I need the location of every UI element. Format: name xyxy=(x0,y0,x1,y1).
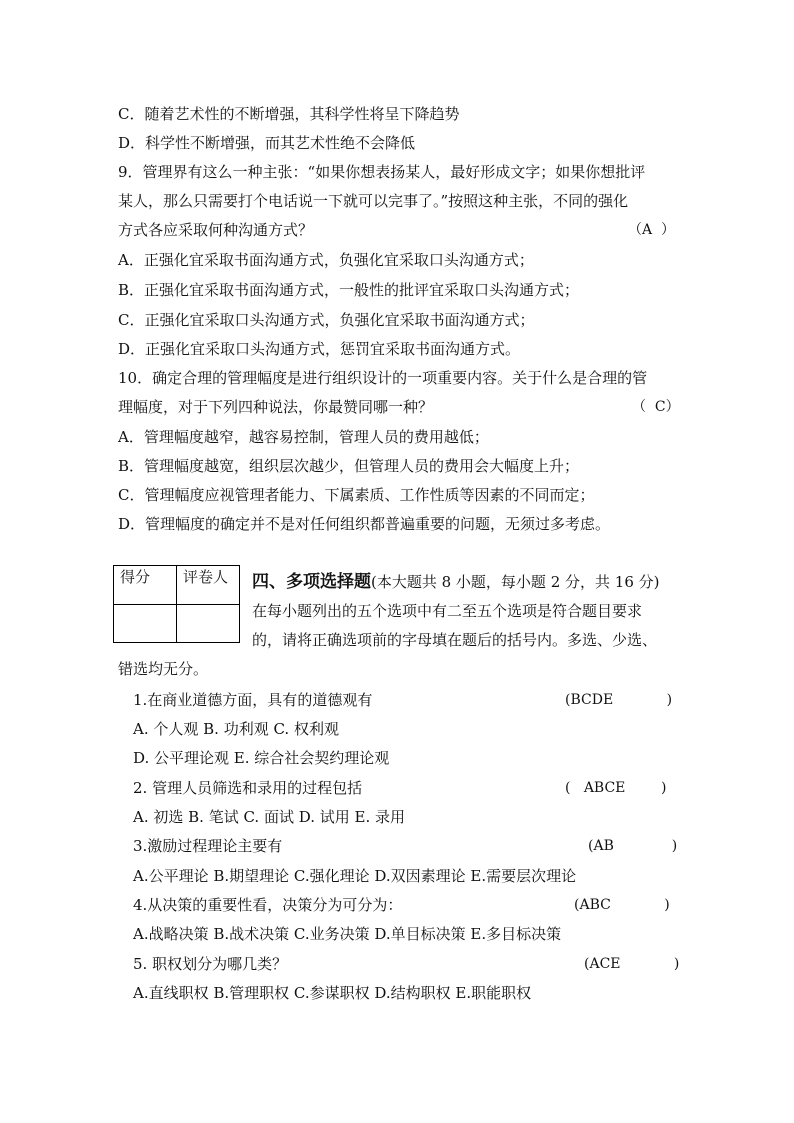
score-table xyxy=(113,565,240,643)
mc-q4-stem: 4.从决策的重要性看，决策分为可分为： xyxy=(133,896,403,914)
mc-q4-answer: (ABC ) xyxy=(574,897,670,913)
mc-q1-options-2: D. 公平理论观 E. 综合社会契约理论观 xyxy=(133,749,390,767)
score-label: 得分 xyxy=(114,566,177,605)
mc-q2-answer: ( ABCE ) xyxy=(565,780,667,796)
q10-stem-line-2: 理幅度，对于下列四种说法，你最赞同哪一种？ xyxy=(118,398,434,416)
q9-option-d: D．正强化宜采取口头沟通方式，惩罚宜采取书面沟通方式。 xyxy=(118,340,521,358)
q9-option-a: A．正强化宜采取书面沟通方式，负强化宜采取口头沟通方式； xyxy=(118,251,534,269)
section-title: 四、多项选择题 xyxy=(252,572,371,592)
q10-stem-line-1: 10．确定合理的管理幅度是进行组织设计的一项重要内容。关于什么是合理的管 xyxy=(118,369,648,387)
mc-q3-answer: (AB ) xyxy=(588,838,678,854)
q9-option-c: C．正强化宜采取口头沟通方式，负强化宜采取书面沟通方式； xyxy=(118,311,535,329)
q9-stem-line-2: 某人，那么只需要打个电话说一下就可以完事了。”按照这种主张，不同的强化 xyxy=(118,192,629,210)
section-instructions-line-2: 的，请将正确选项前的字母填在题后的括号内。多选、少选、 xyxy=(252,631,658,649)
q10-option-b: B．管理幅度越宽，组织层次越少，但管理人员的费用会大幅度上升； xyxy=(118,457,580,475)
mc-q1-options-1: A. 个人观 B. 功利观 C. 权利观 xyxy=(133,720,339,738)
mc-q5-options: A.直线职权 B.管理职权 C.参谋职权 D.结构职权 E.职能职权 xyxy=(133,984,532,1002)
q10-answer: （ C） xyxy=(632,399,680,415)
q8-option-d: D．科学性不断增强，而其艺术性绝不会降低 xyxy=(118,134,416,152)
section-instructions-line-1: 在每小题列出的五个选项中有二至五个选项是符合题目要求 xyxy=(252,602,643,620)
score-cell xyxy=(114,605,177,643)
section-subtitle: (本大题共 8 小题，每小题 2 分，共 16 分) xyxy=(371,573,660,591)
grader-cell xyxy=(177,605,240,643)
mc-q4-options: A.战略决策 B.战术决策 C.业务决策 D.单目标决策 E.多目标决策 xyxy=(133,925,562,943)
mc-q1-answer: (BCDE ) xyxy=(565,692,673,708)
q9-stem-line-3: 方式各应采取何种沟通方式？ xyxy=(118,221,314,239)
q10-option-c: C．管理幅度应视管理者能力、下属素质、工作性质等因素的不同而定； xyxy=(118,486,595,504)
q10-option-a: A．管理幅度越窄，越容易控制，管理人员的费用越低； xyxy=(118,428,489,446)
mc-q2-stem: 2. 管理人员筛选和录用的过程包括 xyxy=(133,779,363,797)
q8-option-c: C．随着艺术性的不断增强，其科学性将呈下降趋势 xyxy=(118,105,460,123)
section-instructions-tail: 错选均无分。 xyxy=(118,660,209,678)
q9-stem-line-1: 9．管理界有这么一种主张：“如果你想表扬某人，最好形成文字；如果你想批评 xyxy=(118,163,646,181)
mc-q3-stem: 3.激励过程理论主要有 xyxy=(133,837,283,855)
q10-option-d: D．管理幅度的确定并不是对任何组织都普遍重要的问题，无须过多考虑。 xyxy=(118,515,611,533)
mc-q5-answer: (ACE ) xyxy=(584,956,680,972)
grader-label: 评卷人 xyxy=(177,566,240,605)
q9-option-b: B．正强化宜采取书面沟通方式，一般性的批评宜采取口头沟通方式； xyxy=(118,281,580,299)
section-heading xyxy=(252,572,660,592)
q9-answer: （A ） xyxy=(628,222,676,238)
mc-q3-options: A.公平理论 B.期望理论 C.强化理论 D.双因素理论 E.需要层次理论 xyxy=(133,867,577,885)
mc-q1-stem: 1.在商业道德方面，具有的道德观有 xyxy=(133,691,373,709)
mc-q2-options: A. 初选 B. 笔试 C. 面试 D. 试用 E. 录用 xyxy=(133,808,405,826)
mc-q5-stem: 5. 职权划分为哪几类？ xyxy=(133,955,288,973)
